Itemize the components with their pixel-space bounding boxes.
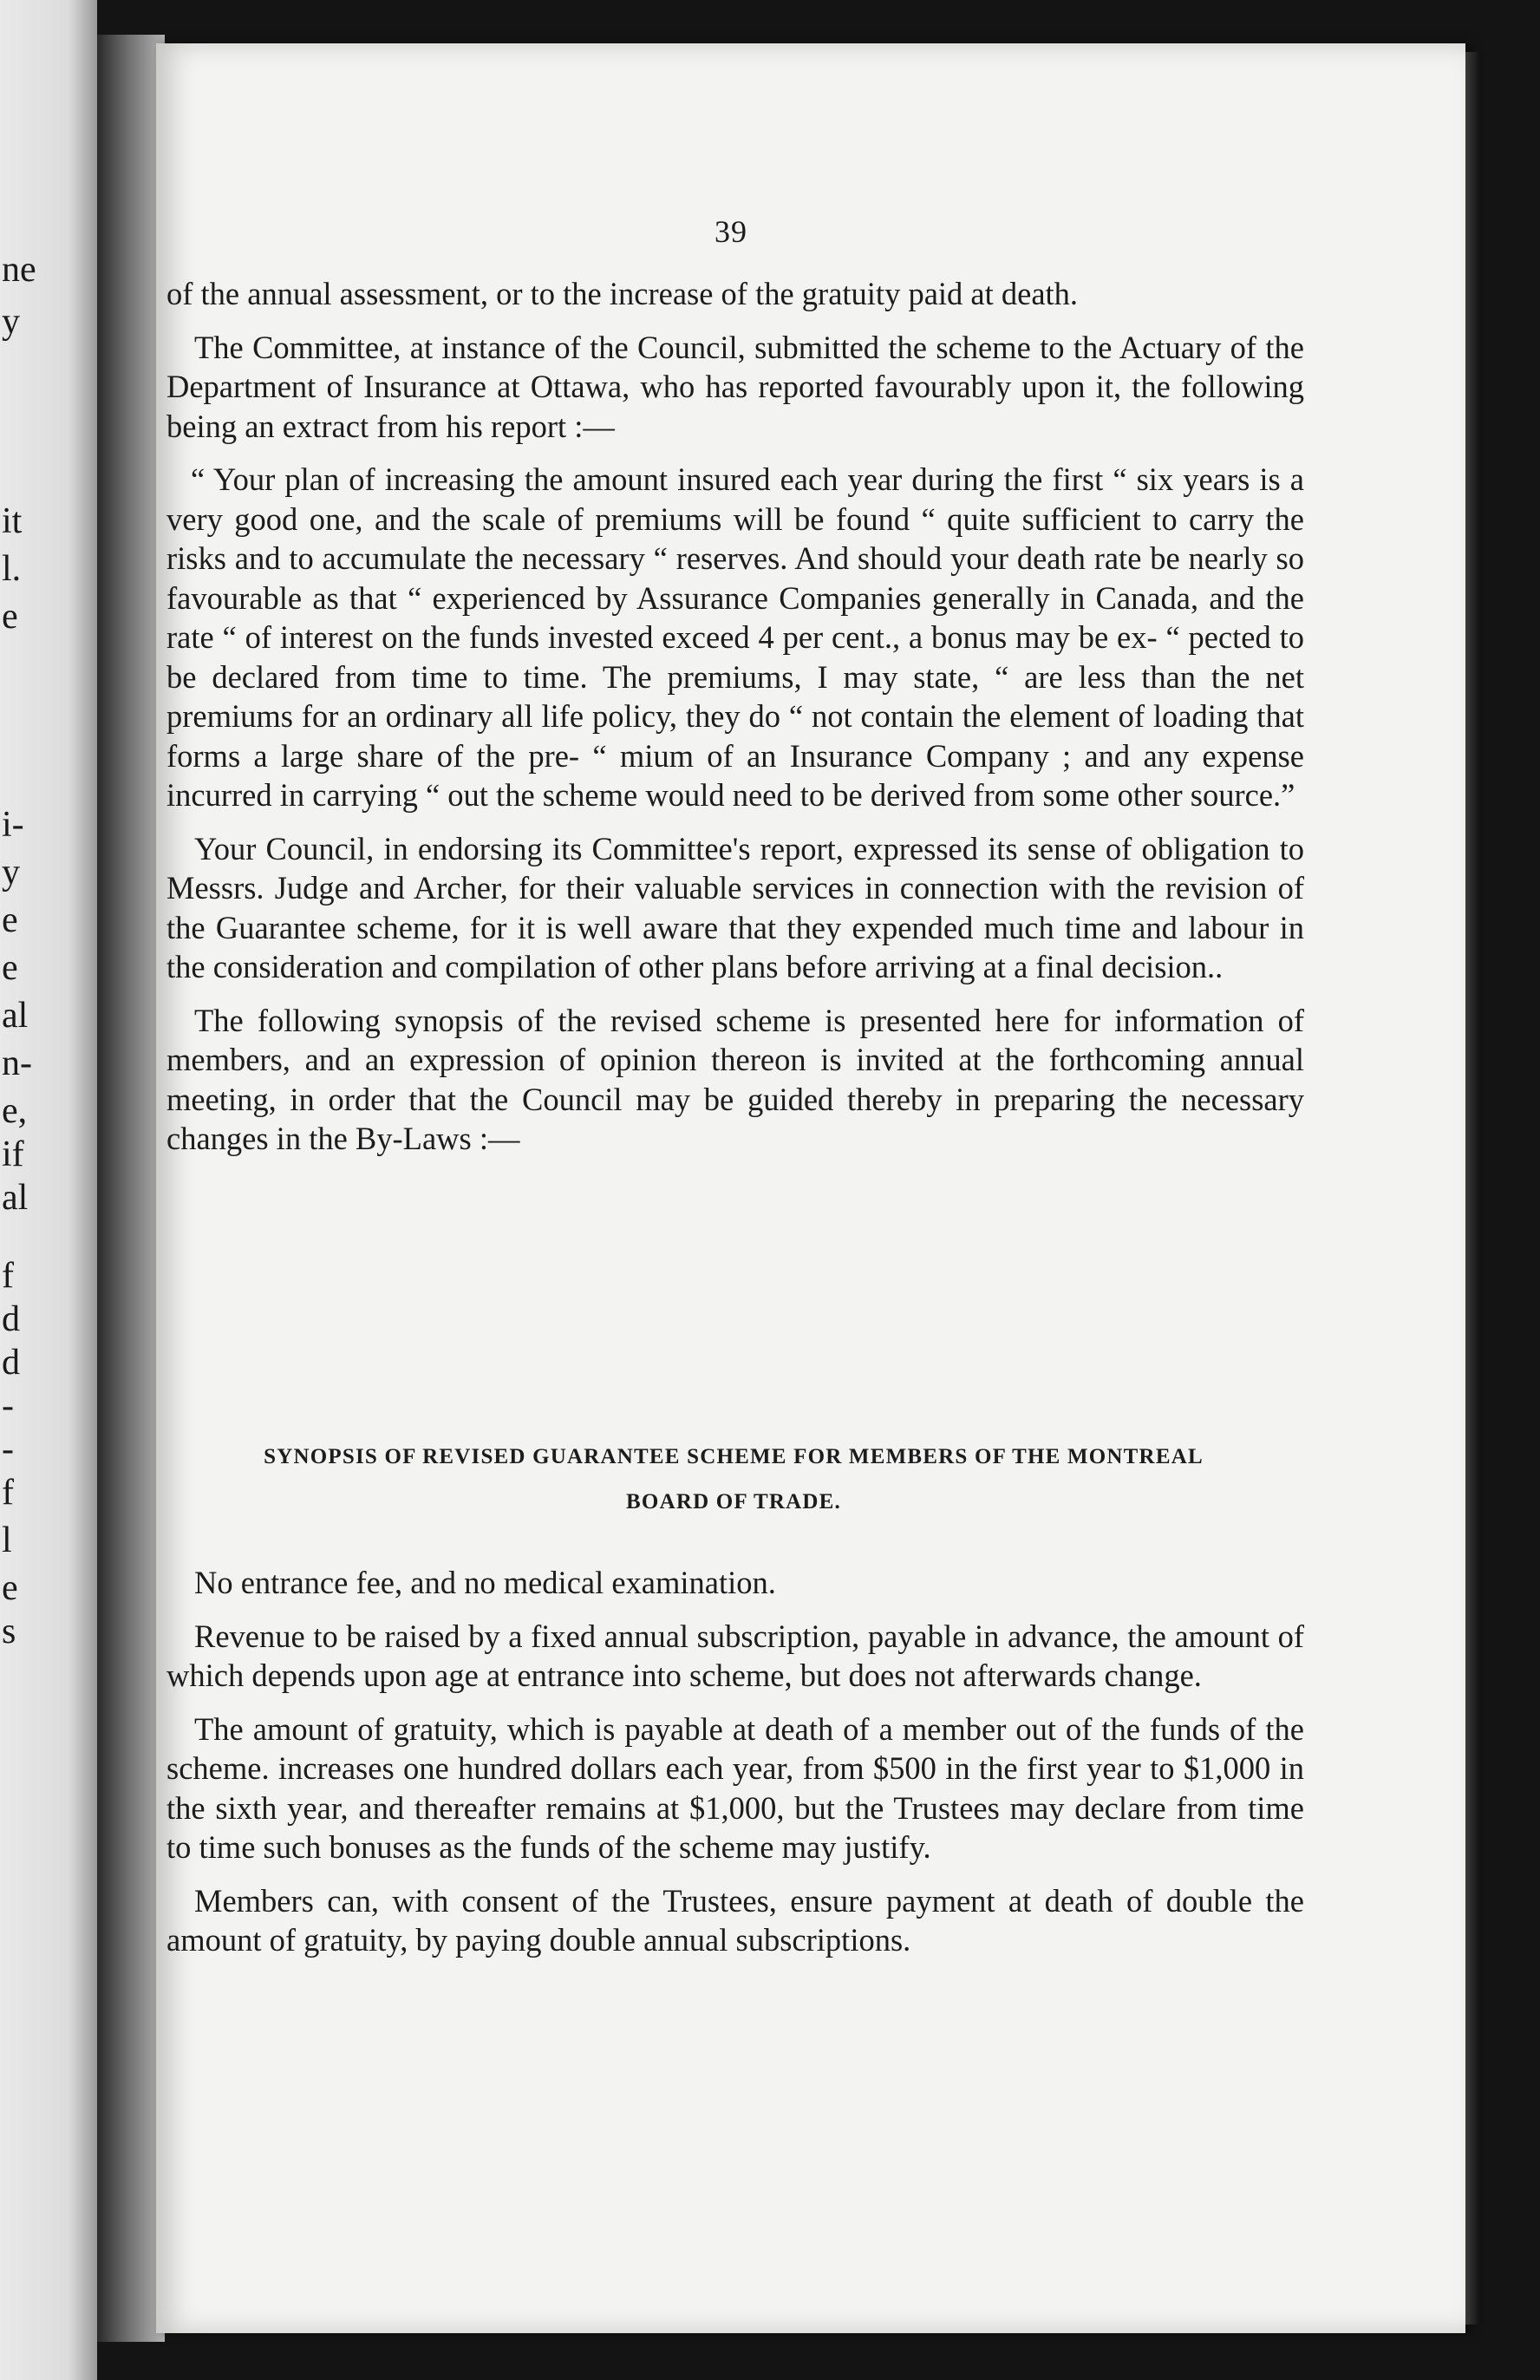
fragment: e	[2, 1568, 18, 1608]
fragment: e	[2, 597, 18, 637]
fragment: ne	[2, 250, 36, 290]
facing-page-edge	[0, 0, 97, 2380]
paragraph: Members can, with consent of the Trustees, ensure payment at death of double the amount of gratuity, by paying double annual subscriptions.	[166, 1882, 1304, 1958]
paragraph: Your Council, in endorsing its Committee's report, expressed its sense of obligation to Messrs. Judge and Archer, for their valuable services in connection with the revision of the Guarantee scheme, for it is well aware that they expended much time and labour in the consideration and compilation of other plans before arriving at a final decision..	[166, 830, 1304, 984]
fragment: -	[2, 1386, 14, 1426]
paragraph: No entrance fee, and no medical examination.	[194, 1565, 776, 1600]
fragment: n-	[2, 1043, 32, 1083]
page-number: 39	[715, 214, 747, 249]
fragment: al	[2, 996, 29, 1036]
fragment: l.	[2, 549, 22, 589]
body-text-lower	[166, 1563, 1304, 1974]
fragment: i-	[2, 805, 24, 845]
fragment: if	[2, 1134, 24, 1174]
body-text-upper	[166, 274, 1304, 1173]
fragment: e,	[2, 1091, 28, 1131]
section-heading-line: BOARD OF TRADE.	[626, 1490, 841, 1514]
fragment: e	[2, 900, 18, 940]
fragment: y	[2, 302, 20, 342]
fragment: l	[2, 1520, 12, 1560]
fragment: f	[2, 1473, 14, 1513]
fragment: al	[2, 1178, 29, 1218]
fragment: d	[2, 1343, 20, 1383]
fragment: it	[2, 501, 23, 541]
facing-page-text-fragments	[0, 0, 52, 2380]
fragment: y	[2, 853, 20, 892]
fragment: e	[2, 948, 18, 988]
section-heading	[161, 1435, 1306, 1525]
book-gutter-shadow	[97, 35, 165, 2342]
quoted-report-paragraph: “ Your plan of increasing the amount insured each year during the first “ six years is a very good one, and the scale of premiums will be found “ quite sufficient to carry the risks and to accumulate the necessary “ reserves. And should your death rate be nearly so favourable as that “ experienced by Assurance Companies generally in Canada, and the rate “ of interest on the funds invested exceed 4 per cent., a bonus may be ex- “ pected to be declared from time to time. The premiums, I may state, “ are less than the net premiums for an ordinary all life policy, they do “ not contain the element of loading that forms a large share of the pre- “ mium of an Insurance Company ; and any expense incurred in carrying “ out the scheme would need to be derived from some other source.”	[166, 461, 1304, 813]
paragraph: The Committee, at instance of the Council, submitted the scheme to the Actuary of the Department of Insurance at Ottawa, who has reported favourably upon it, the following being an extract from his report :—	[166, 329, 1304, 444]
fragment: f	[2, 1256, 14, 1296]
fragment: d	[2, 1299, 20, 1339]
fragment: s	[2, 1612, 16, 1651]
paragraph: of the annual assessment, or to the increase of the gratuity paid at death.	[166, 276, 1079, 311]
paragraph: The amount of gratuity, which is payable at death of a member out of the funds of the scheme. increases one hundred dollars each year, from $500 in the first year to $1,000 in the sixth year, and thereafter remains at $1,000, but the Trustees may declare from time to time such bonuses as the funds of the scheme may justify.	[166, 1710, 1304, 1865]
page-edge-shadow	[1465, 52, 1481, 2324]
paragraph: Revenue to be raised by a fixed annual subscription, payable in advance, the amount of which depends upon age at entrance into scheme, but does not afterwards change.	[166, 1618, 1304, 1693]
fragment: -	[2, 1429, 14, 1469]
paragraph: The following synopsis of the revised scheme is presented here for information of members, and an expression of opinion thereon is invited at the forthcoming annual meeting, in order that the Council may be guided thereby in preparing the necessary changes in the By-Laws :—	[166, 1002, 1304, 1156]
book-page	[156, 43, 1465, 2333]
section-heading-line: SYNOPSIS OF REVISED GUARANTEE SCHEME FOR MEMBERS OF THE MONTREAL	[264, 1445, 1204, 1468]
